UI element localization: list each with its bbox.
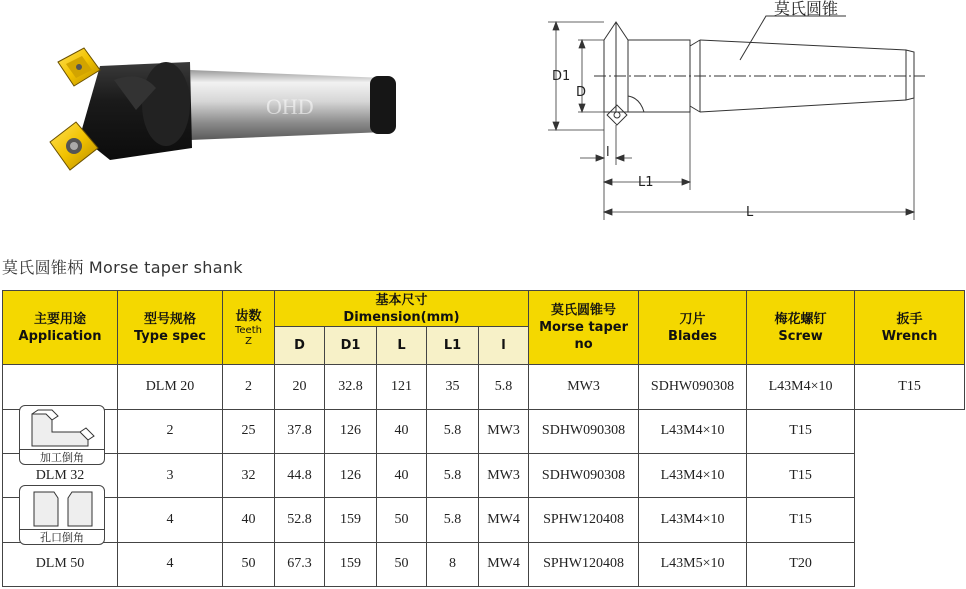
table-cell: 37.8 xyxy=(275,409,325,453)
dim-D-label: D xyxy=(576,85,587,100)
header-application: 主要用途 Application xyxy=(3,291,118,365)
table-cell: 2 xyxy=(223,365,275,409)
hole-chamfer-icon xyxy=(20,486,106,530)
table-cell: 67.3 xyxy=(275,542,325,586)
dim-l-label: l xyxy=(606,145,610,160)
table-cell: L43M5×10 xyxy=(639,542,747,586)
table-cell: 50 xyxy=(377,542,427,586)
table-cell: MW4 xyxy=(479,498,529,542)
table-cell: 40 xyxy=(377,454,427,498)
table-cell: DLM 32 xyxy=(3,454,118,498)
table-cell: 159 xyxy=(325,498,377,542)
table-cell: T15 xyxy=(747,498,855,542)
table-cell: SPHW120408 xyxy=(529,542,639,586)
header-teeth: 齿数 Teeth Z xyxy=(223,291,275,365)
header-screw: 梅花螺钉 Screw xyxy=(747,291,855,365)
table-cell: 4 xyxy=(118,542,223,586)
header-dimension: 基本尺寸 Dimension(mm) xyxy=(275,291,529,327)
table-cell: L43M4×10 xyxy=(639,454,747,498)
table-cell: T20 xyxy=(747,542,855,586)
table-cell: 126 xyxy=(325,409,377,453)
table-cell: 159 xyxy=(325,542,377,586)
header-dim-L: L xyxy=(377,327,427,365)
table-cell: 40 xyxy=(223,498,275,542)
taper-label: 莫氏圆锥 xyxy=(774,0,839,18)
header-dim-D: D xyxy=(275,327,325,365)
header-dim-l: l xyxy=(479,327,529,365)
table-cell: T15 xyxy=(747,454,855,498)
header-blades: 刀片 Blades xyxy=(639,291,747,365)
insert-top xyxy=(58,48,100,86)
table-row xyxy=(3,409,965,453)
table-cell: 40 xyxy=(377,409,427,453)
table-row xyxy=(3,498,965,542)
header-wrench: 扳手 Wrench xyxy=(855,291,965,365)
table-row xyxy=(3,454,965,498)
header-row-1 xyxy=(3,291,965,327)
table-cell: T15 xyxy=(855,365,965,409)
table-cell: 121 xyxy=(377,365,427,409)
table-cell: 5.8 xyxy=(427,454,479,498)
table-cell: DLM 50 xyxy=(3,542,118,586)
dim-L-label: L xyxy=(746,205,754,220)
header-type-spec: 型号规格 Type spec xyxy=(118,291,223,365)
spec-table xyxy=(2,290,965,587)
table-cell: SPHW120408 xyxy=(529,498,639,542)
table-cell: 25 xyxy=(223,409,275,453)
dim-D1-label: D1 xyxy=(552,69,571,84)
table-cell: 35 xyxy=(427,365,479,409)
table-cell: MW3 xyxy=(479,454,529,498)
table-cell: 5.8 xyxy=(427,498,479,542)
table-cell: 32.8 xyxy=(325,365,377,409)
table-row xyxy=(3,542,965,586)
table-cell: 5.8 xyxy=(427,409,479,453)
table-cell: 50 xyxy=(223,542,275,586)
table-cell: L43M4×10 xyxy=(639,498,747,542)
chamfer-machining-icon xyxy=(20,406,106,450)
table-cell: 2 xyxy=(118,409,223,453)
table-cell: L43M4×10 xyxy=(747,365,855,409)
table-cell: 126 xyxy=(325,454,377,498)
table-cell: 52.8 xyxy=(275,498,325,542)
table-cell: 3 xyxy=(118,454,223,498)
table-cell: 32 xyxy=(223,454,275,498)
header-morse: 莫氏圆锥号 Morse taper no xyxy=(529,291,639,365)
table-cell: MW3 xyxy=(479,409,529,453)
cutter-head xyxy=(80,62,192,160)
application-hole: 孔口倒角 xyxy=(19,485,105,545)
table-cell: MW4 xyxy=(479,542,529,586)
table-row xyxy=(3,365,965,409)
table-cell: SDHW090308 xyxy=(529,454,639,498)
application-chamfer: 加工倒角 xyxy=(19,405,105,465)
shank xyxy=(190,70,396,140)
table-cell: SDHW090308 xyxy=(529,409,639,453)
table-cell: 4 xyxy=(118,498,223,542)
table-cell: 50 xyxy=(377,498,427,542)
table-cell: L43M4×10 xyxy=(639,409,747,453)
table-cell: 5.8 xyxy=(479,365,529,409)
table-cell: 44.8 xyxy=(275,454,325,498)
watermark: OHD xyxy=(266,94,314,119)
section-title: 莫氏圆锥柄 Morse taper shank xyxy=(2,258,243,277)
header-dim-L1: L1 xyxy=(427,327,479,365)
table-cell: 20 xyxy=(275,365,325,409)
table-cell: 8 xyxy=(427,542,479,586)
product-photo xyxy=(40,40,410,180)
table-cell: SDHW090308 xyxy=(639,365,747,409)
dim-L1-label: L1 xyxy=(638,175,654,190)
table-cell: MW3 xyxy=(529,365,639,409)
technical-drawing xyxy=(540,0,966,230)
header-dim-D1: D1 xyxy=(325,327,377,365)
table-cell: T15 xyxy=(747,409,855,453)
table-cell: DLM 20 xyxy=(118,365,223,409)
